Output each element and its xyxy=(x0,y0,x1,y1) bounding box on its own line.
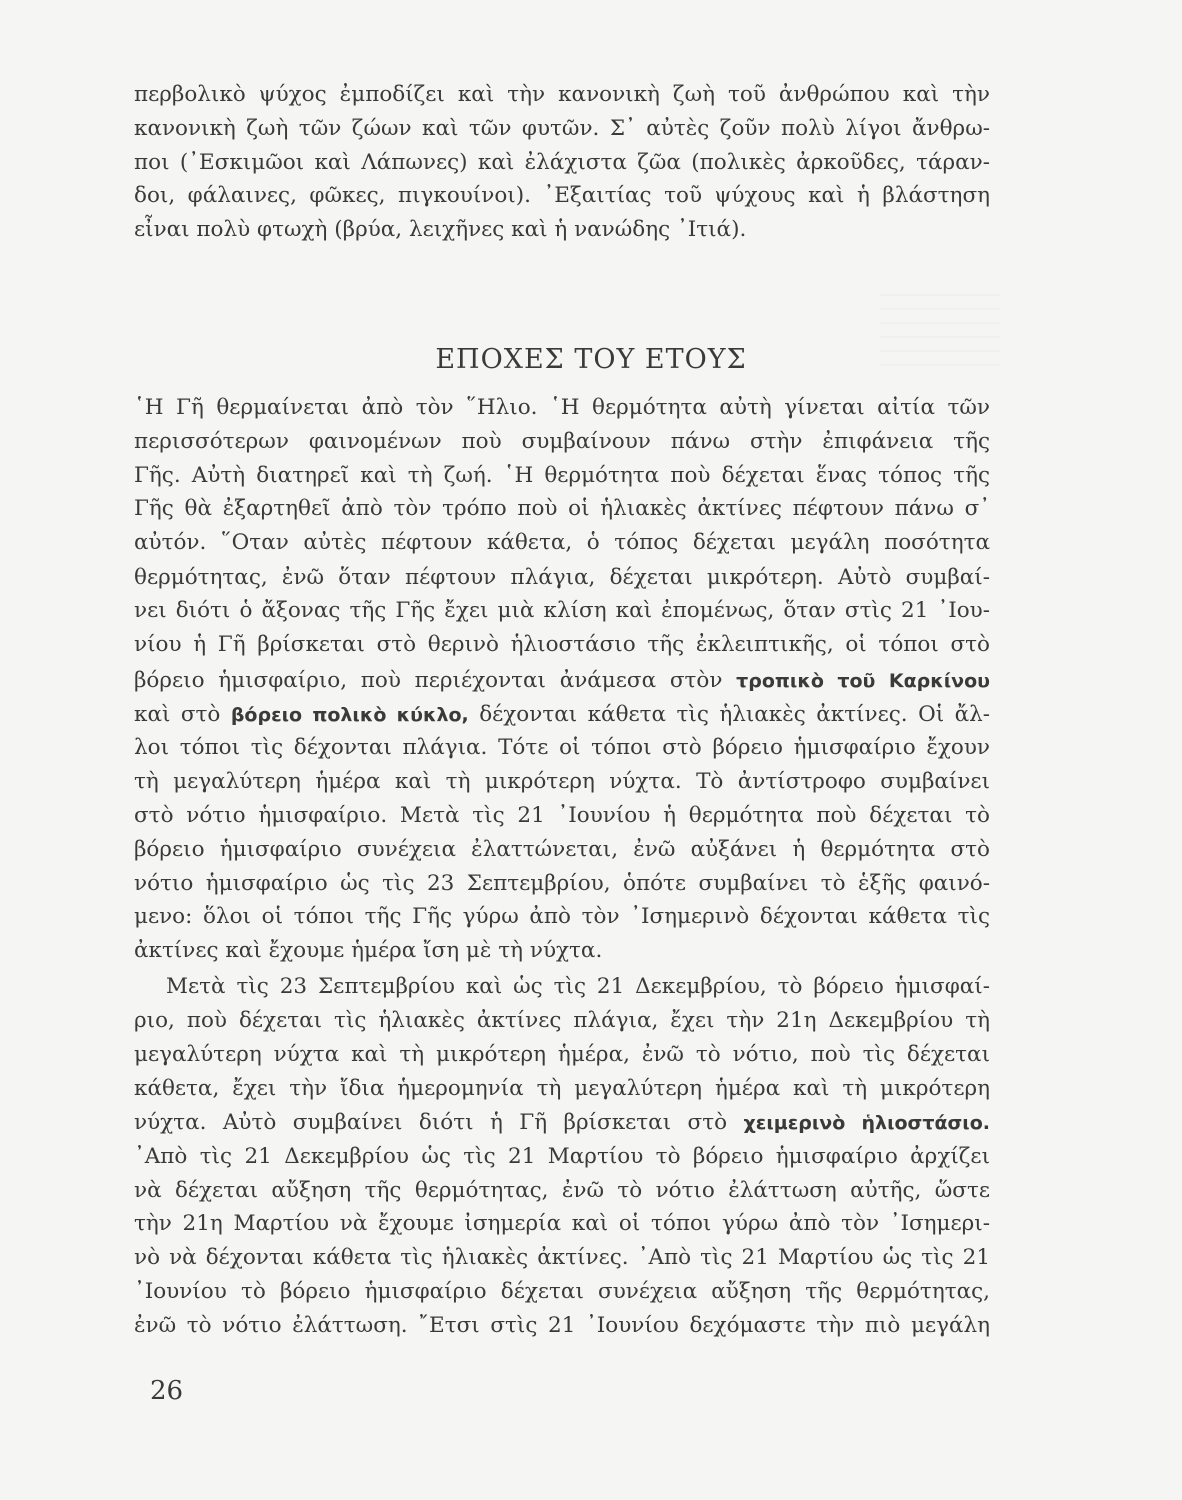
bold-term-tropic-of-cancer: τροπικὸ τοῦ Καρκίνου xyxy=(736,670,990,692)
paragraph-line: λοι τόποι τὶς δέχονται πλάγια. Τότε οἱ τόποι στὸ βόρειο ἡμισφαίριο ἔχουν xyxy=(134,735,990,760)
paragraph-line: Μετὰ τὶς 23 Σεπτεμβρίου καὶ ὡς τὶς 21 Δεκεμβρίου, τὸ βόρειο ἡμισφαί- xyxy=(166,974,990,999)
page-number: 26 xyxy=(150,1376,184,1406)
paragraph-line: νὸ νὰ δέχονται κάθετα τὶς ἡλιακὲς ἀκτίνες. ᾽Απὸ τὶς 21 Μαρτίου ὡς τὶς 21 xyxy=(134,1245,990,1270)
intro-line: ποι (᾽Εσκιμῶοι καὶ Λάπωνες) καὶ ἐλάχιστα ζῶα (πολικὲς ἀρκοῦδες, τάραν- xyxy=(134,150,990,175)
paragraph-line-with-bold xyxy=(134,666,990,696)
paragraph-line: νίου ἡ Γῆ βρίσκεται στὸ θερινὸ ἡλιοστάσιο τῆς ἐκλειπτικῆς, οἱ τόποι στὸ xyxy=(134,632,990,657)
intro-line: εἶναι πολὺ φτωχὴ (βρύα, λειχῆνες καὶ ἡ νανώδης ᾽Ιτιά). xyxy=(134,217,747,242)
paragraph-line: στὸ νότιο ἡμισφαίριο. Μετὰ τὶς 21 ᾽Ιουνίου ἡ θερμότητα ποὺ δέχεται τὸ xyxy=(134,803,990,828)
paragraph-line: ῾Η Γῆ θερμαίνεται ἀπὸ τὸν ῞Ηλιο. ῾Η θερμότητα αὐτὴ γίνεται αἰτία τῶν xyxy=(134,395,990,420)
intro-line: κανονικὴ ζωὴ τῶν ζώων καὶ τῶν φυτῶν. Σ᾽ αὐτὲς ζοῦν πολὺ λίγοι ἄνθρω- xyxy=(134,116,990,141)
text-segment: νύχτα. Αὐτὸ συμβαίνει διότι ἡ Γῆ βρίσκεται στὸ xyxy=(134,1110,744,1135)
paragraph-line-with-bold xyxy=(134,1108,990,1138)
text-segment: δέχονται κάθετα τὶς ἡλιακὲς ἀκτίνες. Οἱ ἄλ- xyxy=(468,702,990,727)
paragraph-line: βόρειο ἡμισφαίριο συνέχεια ἐλαττώνεται, ἐνῶ αὐξάνει ἡ θερμότητα στὸ xyxy=(134,837,990,862)
paragraph-line: ριο, ποὺ δέχεται τὶς ἡλιακὲς ἀκτίνες πλάγια, ἔχει τὴν 21η Δεκεμβρίου τὴ xyxy=(134,1008,990,1033)
paragraph-line: μεγαλύτερη νύχτα καὶ τὴ μικρότερη ἡμέρα, ἐνῶ τὸ νότιο, ποὺ τὶς δέχεται xyxy=(134,1042,990,1067)
intro-line: δοι, φάλαινες, φῶκες, πιγκουίνοι). ᾽Εξαιτίας τοῦ ψύχους καὶ ἡ βλάστηση xyxy=(134,183,990,208)
intro-line: περβολικὸ ψύχος ἐμποδίζει καὶ τὴν κανονικὴ ζωὴ τοῦ ἀνθρώπου καὶ τὴν xyxy=(134,82,990,107)
paragraph-line: ἀκτίνες καὶ ἔχουμε ἡμέρα ἴση μὲ τὴ νύχτα. xyxy=(134,938,603,963)
paragraph-line: αὐτόν. ῞Οταν αὐτὲς πέφτουν κάθετα, ὁ τόπος δέχεται μεγάλη ποσότητα xyxy=(134,530,990,555)
paragraph-line: μενο: ὅλοι οἱ τόποι τῆς Γῆς γύρω ἀπὸ τὸν ᾽Ισημερινὸ δέχονται κάθετα τὶς xyxy=(134,904,990,929)
paragraph-line: τὴν 21η Μαρτίου νὰ ἔχουμε ἰσημερία καὶ οἱ τόποι γύρω ἀπὸ τὸν ᾽Ισημερι- xyxy=(134,1211,990,1236)
text-segment: καὶ στὸ xyxy=(134,702,231,727)
paragraph-line: Γῆς θὰ ἐξαρτηθεῖ ἀπὸ τὸν τρόπο ποὺ οἱ ἡλιακὲς ἀκτίνες πέφτουν πάνω σ᾽ xyxy=(134,496,990,521)
paragraph-line-with-bold xyxy=(134,700,990,730)
section-title: ΕΠΟΧΕΣ ΤΟΥ ΕΤΟΥΣ xyxy=(435,344,747,375)
paragraph-line: κάθετα, ἔχει τὴν ἴδια ἡμερομηνία τὴ μεγαλύτερη ἡμέρα καὶ τὴ μικρότερη xyxy=(134,1076,990,1101)
paragraph-line: νότιο ἡμισφαίριο ὡς τὶς 23 Σεπτεμβρίου, ὁπότε συμβαίνει τὸ ἑξῆς φαινό- xyxy=(134,871,990,896)
paragraph-line: νὰ δέχεται αὔξηση τῆς θερμότητας, ἐνῶ τὸ νότιο ἐλάττωση αὐτῆς, ὥστε xyxy=(134,1178,990,1203)
text-segment: βόρειο ἡμισφαίριο, ποὺ περιέχονται ἀνάμεσα στὸν xyxy=(134,668,737,693)
paragraph-line: θερμότητας, ἐνῶ ὅταν πέφτουν πλάγια, δέχεται μικρότερη. Αὐτὸ συμβαί- xyxy=(134,565,990,590)
paragraph-line: περισσότερων φαινομένων ποὺ συμβαίνουν πάνω στὴν ἐπιφάνεια τῆς xyxy=(134,429,990,454)
paragraph-line: Γῆς. Αὐτὴ διατηρεῖ καὶ τὴ ζωή. ῾Η θερμότητα ποὺ δέχεται ἕνας τόπος τῆς xyxy=(134,463,990,488)
bold-term-winter-solstice: χειμερινὸ ἡλιοστάσιο. xyxy=(743,1112,990,1134)
paragraph-line: ἐνῶ τὸ νότιο ἐλάττωση. ῎Ετσι στὶς 21 ᾽Ιουνίου δεχόμαστε τὴν πιὸ μεγάλη xyxy=(134,1313,990,1338)
bold-term-arctic-circle: βόρειο πολικὸ κύκλο, xyxy=(230,704,469,726)
paragraph-line: νει διότι ὁ ἄξονας τῆς Γῆς ἔχει μιὰ κλίση καὶ ἐπομένως, ὅταν στὶς 21 ᾽Ιου- xyxy=(134,598,990,623)
paragraph-line: ᾽Ιουνίου τὸ βόρειο ἡμισφαίριο δέχεται συνέχεια αὔξηση τῆς θερμότητας, xyxy=(134,1279,990,1304)
paragraph-line: ᾽Απὸ τὶς 21 Δεκεμβρίου ὡς τὶς 21 Μαρτίου τὸ βόρειο ἡμισφαίριο ἀρχίζει xyxy=(134,1144,990,1169)
paragraph-line: τὴ μεγαλύτερη ἡμέρα καὶ τὴ μικρότερη νύχτα. Τὸ ἀντίστροφο συμβαίνει xyxy=(134,769,990,794)
